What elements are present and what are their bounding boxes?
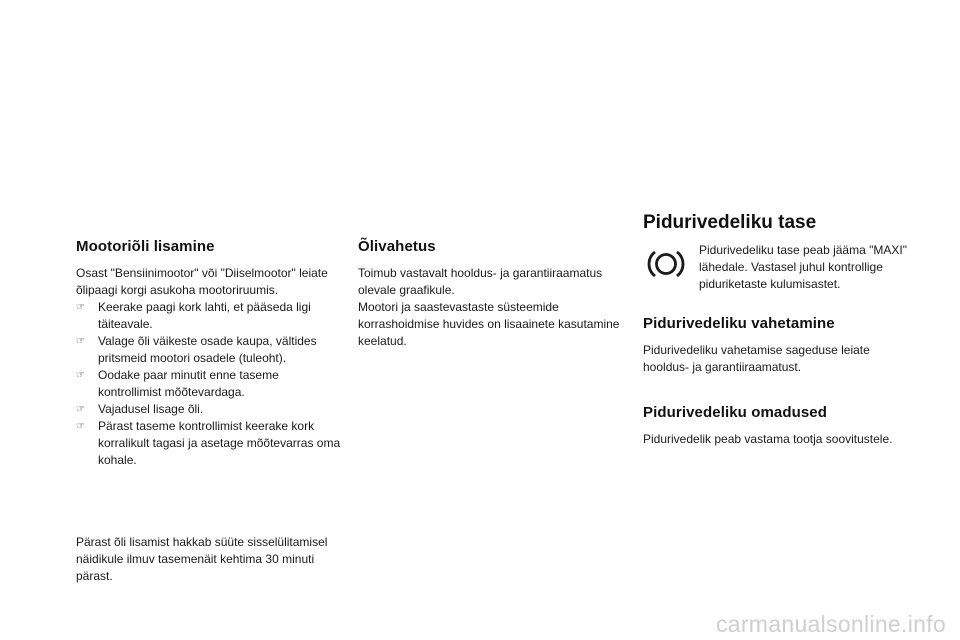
pointing-hand-icon: ☞ (76, 370, 85, 381)
oil-topup-note: Pärast õli lisamist hakkab süüte sisselülitamisel näidikule ilmuv tasemenäit kehtima 30 minuti pärast. (76, 535, 328, 583)
oil-topup-title: Mootoriõli lisamine (76, 238, 215, 255)
brake-fluid-section (643, 212, 915, 448)
step-text: Vajadusel lisage õli. (98, 402, 204, 416)
brake-fluid-level-text: Pidurivedeliku tase peab jääma "MAXI" lähedale. Vastasel juhul kontrollige piduriketaste kulumisastet. (699, 243, 907, 291)
brake-fluid-spec-text: Pidurivedelik peab vastama tootja soovitustele. (643, 432, 893, 446)
step-text: Oodake paar minutit enne taseme kontrollimist mõõtevardaga. (98, 368, 279, 399)
step-text: Valage õli väikeste osade kaupa, vältides pritsmeid mootori osadele (tuleoht). (98, 334, 317, 365)
pointing-hand-icon: ☞ (76, 302, 85, 313)
brake-warning-icon (646, 248, 686, 280)
oil-topup-section (76, 238, 342, 469)
oil-change-section (358, 238, 620, 350)
oil-change-text-2: Mootori ja saastevastaste süsteemide korrashoidmise huvides on lisaainete kasutamine keelatud. (358, 300, 620, 348)
oil-topup-intro: Osast "Bensiinimootor" või "Diiselmootor" leiate õlipaagi korgi asukoha mootoriruumis. (76, 266, 328, 297)
list-item (76, 367, 342, 401)
brake-fluid-level-row (643, 242, 915, 293)
brake-fluid-spec-section (643, 404, 915, 448)
step-text: Pärast taseme kontrollimist keerake kork korralikult tagasi ja asetage mõõtevarras oma kohale. (98, 419, 341, 467)
list-item (76, 401, 342, 418)
oil-topup-steps (76, 299, 342, 469)
pointing-hand-icon: ☞ (76, 336, 85, 347)
oil-change-text: Toimub vastavalt hooldus- ja garantiiraamatus olevale graafikule. (358, 266, 603, 297)
list-item (76, 299, 342, 333)
list-item (76, 333, 342, 367)
oil-change-title: Õlivahetus (358, 238, 436, 255)
brake-fluid-title: Pidurivedeliku tase (643, 212, 817, 233)
list-item (76, 418, 342, 469)
brake-fluid-change-section (643, 315, 915, 376)
pointing-hand-icon: ☞ (76, 421, 85, 432)
watermark: carmanualsonline.info (715, 611, 946, 637)
brake-fluid-spec-title: Pidurivedeliku omadused (643, 404, 828, 421)
brake-fluid-change-text: Pidurivedeliku vahetamise sageduse leiate hooldus- ja garantiiraamatust. (643, 343, 870, 374)
brake-fluid-change-title: Pidurivedeliku vahetamine (643, 315, 835, 332)
pointing-hand-icon: ☞ (76, 404, 85, 415)
step-text: Keerake paagi kork lahti, et pääseda ligi täiteavale. (98, 300, 311, 331)
